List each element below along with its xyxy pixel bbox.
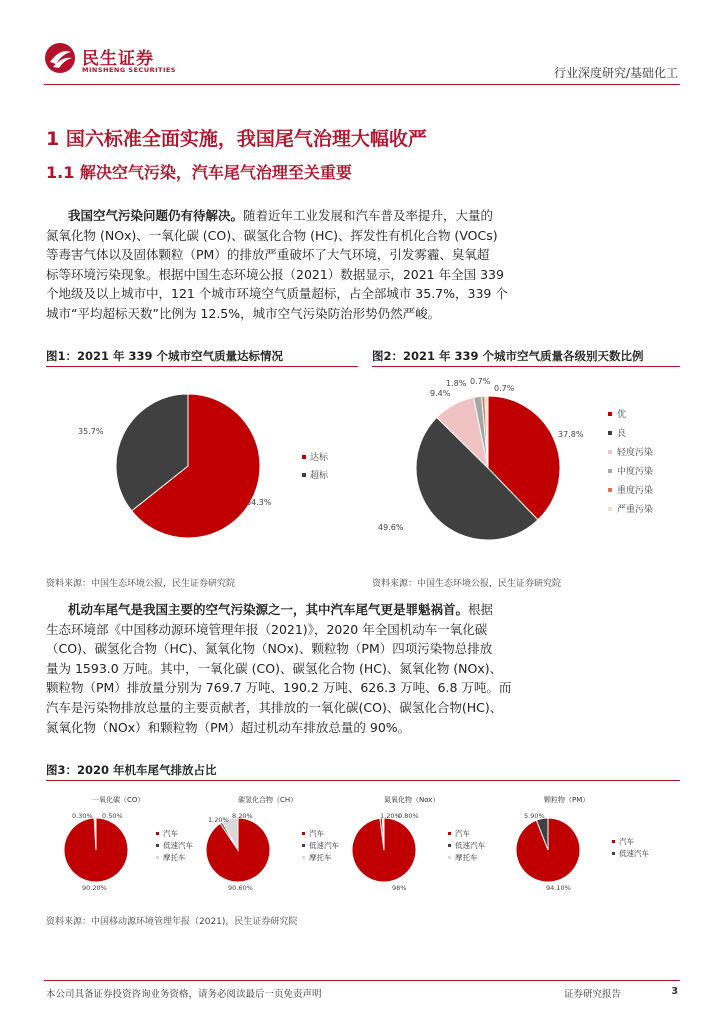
fig3-legend2-swatch-2	[448, 856, 451, 859]
fig3-legend3-label-1: 低速汽车	[619, 849, 649, 858]
fig1-title-rule	[46, 366, 358, 367]
fig3-legend1-label-2: 摩托车	[309, 853, 332, 862]
paragraph-air-pollution	[46, 206, 678, 324]
fig3-legend3-swatch-1	[612, 852, 615, 855]
paragraph-line: 颗粒物（PM）排放量分别为 769.7 万吨、190.2 万吨、626.3 万吨、6.8 万吨。而	[46, 680, 512, 696]
footer-report-type: 证券研究报告	[564, 989, 622, 1000]
fig2-legend-swatch-0	[608, 412, 612, 416]
fig3-pie-title-hc: 碳氢化合物（CH）	[238, 796, 298, 804]
paragraph-line: 氮氧化物（NOx）和颗粒物（PM）超过机动车排放总量的 90%。	[46, 719, 411, 735]
fig3-legend3-label-0: 汽车	[619, 837, 634, 846]
footer-divider	[44, 980, 680, 981]
fig2-chart	[372, 370, 680, 570]
fig2-label-moderate: 1.8%	[446, 379, 467, 388]
fig3-nox-label-car: 98%	[392, 884, 407, 892]
fig3-hc-label-moto: 8.20%	[232, 812, 253, 820]
footer-disclaimer: 本公司具备证券投资咨询业务资格，请务必阅读最后一页免责声明	[46, 989, 322, 1000]
fig3-legend3-swatch-0	[612, 840, 615, 843]
fig3-legend2-swatch-1	[448, 844, 451, 847]
paragraph-line: 个地级及以上城市中，121 个城市环境空气质量超标，占全部城市 35.7%，339 个	[46, 286, 508, 302]
fig1-source: 资料来源：中国生态环境公报，民生证券研究院	[46, 579, 236, 589]
fig3-legend1-swatch-1	[302, 844, 305, 847]
fig3-co-label-moto: 0.50%	[102, 812, 123, 820]
fig1-label-qualified: 64.3%	[246, 498, 272, 507]
section-heading: 1 国六标准全面实施，我国尾气治理大幅收严	[46, 128, 427, 150]
fig2-legend-swatch-5	[608, 507, 612, 511]
header-divider	[44, 84, 680, 85]
brand-logo-icon	[44, 42, 76, 74]
fig3-pie-title-pm: 颗粒物（PM）	[544, 796, 590, 804]
fig3-legend2-swatch-0	[448, 832, 451, 835]
fig3-nox-label-lowspeed: 1.20%	[380, 812, 401, 820]
paragraph-line: 城市“平均超标天数”比例为 12.5%，城市空气污染防治形势仍然严峻。	[46, 305, 441, 321]
fig3-nox-label-moto: 0.80%	[398, 812, 419, 820]
fig2-legend-swatch-2	[608, 450, 612, 454]
report-category: 行业深度研究/基础化工	[553, 66, 678, 80]
fig3-legend0-swatch-0	[156, 832, 159, 835]
fig2-title-rule	[372, 366, 680, 367]
fig2-legend-label-3: 中度污染	[617, 467, 654, 477]
fig3-pie-title-nox: 氮氧化物（Nox）	[384, 796, 440, 804]
fig2-legend-label-4: 重度污染	[617, 486, 654, 496]
paragraph-line: 根据	[468, 602, 494, 617]
fig3-legend2-label-1: 低速汽车	[455, 841, 485, 850]
fig2-legend-swatch-3	[608, 469, 612, 473]
fig3-co-label-car: 90.20%	[82, 884, 107, 892]
fig2-title: 图2：2021 年 339 个城市空气质量各级别天数比例	[372, 349, 644, 363]
fig3-legend1-label-1: 低速汽车	[309, 841, 339, 850]
fig3-hc-label-lowspeed: 1.20%	[208, 816, 229, 824]
paragraph-line: 等毒害气体以及固体颗粒（PM）的排放严重破坏了大气环境，引发雾霾、臭氧超	[46, 247, 490, 263]
paragraph-line: 随着近年工业发展和汽车普及率提升，大量的	[243, 208, 494, 223]
paragraph-lead: 我国空气污染问题仍有待解决。	[68, 208, 244, 223]
fig1-legend-swatch-exceeded	[302, 473, 306, 477]
fig2-label-good: 49.6%	[378, 523, 404, 532]
fig1-legend-swatch-qualified	[302, 455, 306, 459]
fig2-label-severe: 0.7%	[494, 384, 515, 393]
fig3-legend1-swatch-0	[302, 832, 305, 835]
fig1-title: 图1：2021 年 339 个城市空气质量达标情况	[46, 349, 284, 363]
fig1-chart	[46, 370, 358, 570]
fig1-label-exceeded: 35.7%	[78, 427, 104, 436]
fig3-legend0-label-2: 摩托车	[163, 853, 186, 862]
fig3-title: 图3：2020 年机车尾气排放占比	[46, 763, 217, 777]
fig1-legend-exceeded: 超标	[310, 471, 329, 481]
paragraph-line: 氮氧化物 (NOx)、一氧化碳 (CO)、碳氢化合物 (HC)、挥发性有机化合物 (VOCs)	[46, 227, 498, 243]
fig2-source: 资料来源：中国生态环境公报，民生证券研究院	[372, 579, 562, 589]
fig2-legend-label-0: 优	[617, 410, 627, 420]
paragraph-vehicle-exhaust	[46, 600, 678, 737]
fig3-legend0-label-0: 汽车	[163, 829, 178, 838]
fig3-legend1-swatch-2	[302, 856, 305, 859]
fig3-legend2-label-2: 摩托车	[455, 853, 478, 862]
fig3-legend1-label-0: 汽车	[309, 829, 324, 838]
fig2-label-excellent: 37.8%	[558, 430, 584, 439]
subsection-heading: 1.1 解决空气污染，汽车尾气治理至关重要	[46, 163, 352, 182]
fig2-legend-label-1: 良	[617, 429, 627, 439]
fig2-label-light: 9.4%	[430, 389, 451, 398]
fig2-label-heavy: 0.7%	[470, 377, 491, 386]
paragraph-line: 生态环境部《中国移动源环境管理年报（2021)》，2020 年全国机动车一氧化碳	[46, 621, 488, 637]
paragraph-line: 标等环境污染现象。根据中国生态环境公报（2021）数据显示，2021 年全国 339	[46, 266, 504, 282]
fig3-legend0-swatch-1	[156, 844, 159, 847]
fig3-pm-label-car: 94.10%	[546, 884, 571, 892]
fig3-pie-title-co: 一氧化碳（CO）	[92, 796, 145, 804]
fig2-legend-label-5: 严重污染	[617, 505, 654, 515]
brand-name-en: MINSHENG SECURITIES	[82, 66, 176, 74]
fig3-pm-label-lowspeed: 5.90%	[524, 812, 545, 820]
paragraph-line: （CO)、碳氢化合物（HC)、氮氧化物（NOx)、颗粒物（PM）四项污染物总排放	[46, 641, 493, 657]
fig1-legend-qualified: 达标	[310, 453, 329, 463]
brand-name-cn: 民生证券	[82, 49, 154, 69]
fig3-legend0-label-1: 低速汽车	[163, 841, 193, 850]
fig2-legend-swatch-1	[608, 431, 612, 435]
fig2-legend-label-2: 轻度污染	[617, 448, 654, 458]
fig3-legend0-swatch-2	[156, 856, 159, 859]
paragraph-line: 汽车是污染物排放总量的主要贡献者，其排放的一氧化碳(CO)、碳氢化合物(HC)、	[46, 699, 503, 715]
fig2-legend-swatch-4	[608, 488, 612, 492]
paragraph-lead: 机动车尾气是我国主要的空气污染源之一，其中汽车尾气更是罪魁祸首。	[68, 602, 469, 617]
fig3-co-label-lowspeed: 0.30%	[72, 812, 93, 820]
fig3-hc-label-car: 90.60%	[228, 884, 253, 892]
fig3-source: 资料来源：中国移动源环境管理年报（2021)，民生证券研究院	[46, 917, 298, 927]
fig3-legend2-label-0: 汽车	[455, 829, 470, 838]
fig3-chart	[46, 784, 680, 908]
page-number: 3	[671, 986, 678, 997]
paragraph-line: 量为 1593.0 万吨。其中，一氧化碳 (CO)、碳氢化合物 (HC)、氮氧化物 (NOx)、	[46, 660, 503, 676]
fig3-title-rule	[46, 780, 680, 781]
